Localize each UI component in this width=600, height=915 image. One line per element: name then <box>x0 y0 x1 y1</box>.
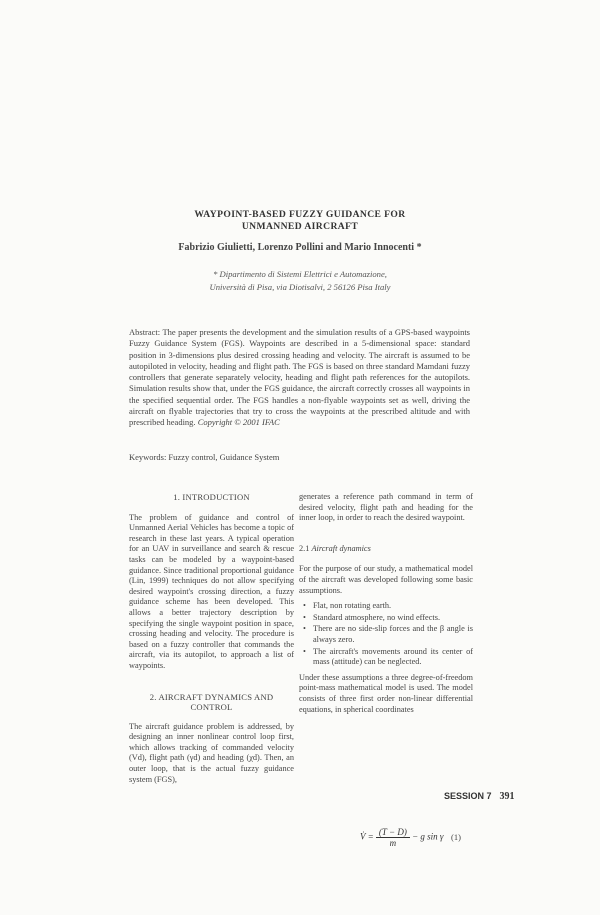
abstract-label: Abstract: <box>129 327 161 337</box>
abstract <box>129 327 470 429</box>
subsection-heading <box>299 544 473 555</box>
assumption-list <box>299 601 473 668</box>
bullet-icon: • <box>303 646 306 656</box>
equation-lhs: V̇ = <box>360 831 374 842</box>
bullet-icon: • <box>303 624 306 634</box>
equation-1 <box>360 827 443 848</box>
subsection-paragraph: For the purpose of our study, a mathematical model of the aircraft was developed following some basic assumptions. <box>299 564 473 595</box>
authors: Fabrizio Giulietti, Lorenzo Pollini and Mario Innocenti * <box>178 242 422 253</box>
section2-heading: 2. AIRCRAFT DYNAMICS AND CONTROL <box>149 691 274 713</box>
section2-paragraph: The aircraft guidance problem is addressed, by designing an inner nonlinear control loop first, which allows tracking of commanded velocity (Vd), flight path (γd) and heading (χd). Then, an outer loop, that is the actual fuzzy guidance system (FGS), <box>129 721 294 784</box>
list-item: • Standard atmosphere, no wind effects. <box>303 612 441 622</box>
affiliation <box>0 268 600 294</box>
equation-numerator: (T − D) <box>376 827 410 838</box>
equation-number: (1) <box>451 832 461 842</box>
intro-heading: 1. INTRODUCTION <box>173 492 250 502</box>
abstract-text: The paper presents the development and the simulation results of a GPS-based waypoints Fuzzy Guidance System (FGS). Waypoints are described in a 5-dimensional space: standard position in 3-dimensions plus desired crossing heading and velocity. The aircraft is assumed to be autopiloted in velocity, heading and flight path. The FGS is based on three standard Mamdani fuzzy controllers that generate separately velocity, heading and flight path references for the autopilots. Simulation results show that, under the FGS guidance, the aircraft correctly crosses all waypoints in the specified sequential order. The FGS handles a non-flyable waypoints set as well, driving the aircraft on flyable trajectories that try to cross the waypoints at the prescribed altitude and with prescribed heading. <box>129 327 470 428</box>
affiliation-line-2: Università di Pisa, via Diotisalvi, 2 56126 Pisa Italy <box>209 282 391 292</box>
keywords: Keywords: Fuzzy control, Guidance System <box>129 452 280 462</box>
right-column <box>299 492 473 715</box>
title-line-2: UNMANNED AIRCRAFT <box>241 221 359 232</box>
intro-paragraph: The problem of guidance and control of Unmanned Aerial Vehicles has become a topic of research in these last years. A typical operation for an UAV in surveillance and search & rescue tasks can be modeled by a waypoint-based guidance. Since traditional proportional guidance (Lin, 1999) techniques do not allow specifying desired waypoint's crossing direction, a fuzzy guidance scheme has been developed. This allows a better trajectory description by specifying the single waypoint position in space, crossing heading and velocity. The procedure is based on a fuzzy controller that commands the aircraft, via its autopilot, to approach a list of waypoints. <box>129 512 294 670</box>
paper-title <box>0 209 600 233</box>
subsection-title: Aircraft dynamics <box>311 543 371 553</box>
left-column <box>129 492 294 785</box>
copyright-notice: Copyright © 2001 IFAC <box>197 417 280 428</box>
page-number: 391 <box>499 791 515 802</box>
title-line-1: WAYPOINT-BASED FUZZY GUIDANCE FOR <box>194 209 406 220</box>
equation-denominator: m <box>389 838 397 848</box>
affiliation-line-1: * Dipartimento di Sistemi Elettrici e Automazione, <box>213 269 387 279</box>
session-label: SESSION 7 <box>444 791 492 801</box>
page-footer <box>444 791 515 802</box>
model-paragraph: Under these assumptions a three degree-of-freedom point-mass mathematical model is used. The model consists of three first order non-linear differential equations, in spherical coordinates <box>299 672 473 714</box>
list-item: • Flat, non rotating earth. <box>303 601 392 611</box>
equation-rhs: − g sin γ <box>412 831 444 842</box>
subsection-number: 2.1 <box>299 543 310 553</box>
list-item: • The aircraft's movements around its center of mass (attitude) can be neglected. <box>303 646 473 667</box>
list-item: • There are no side-slip forces and the β angle is always zero. <box>303 624 473 644</box>
continued-paragraph: generates a reference path command in term of desired velocity, flight path and heading for the inner loop, in order to reach the desired waypoint. <box>299 492 473 523</box>
bullet-icon: • <box>303 612 306 622</box>
bullet-icon: • <box>303 601 306 611</box>
equation-fraction <box>376 827 410 848</box>
